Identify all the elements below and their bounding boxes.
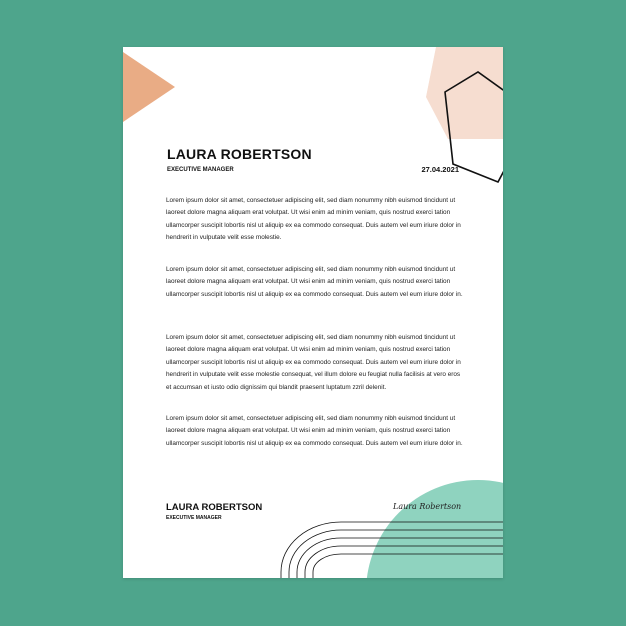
body-paragraph: Lorem ipsum dolor sit amet, consectetuer adipiscing elit, sed diam nonummy nibh euismod tincidunt ut laoreet dolore magna aliquam erat volutpat. Ut wisi enim ad minim veniam, quis nostrud exerci tation ullamcorper suscipit lobortis nisl ut aliquip ex ea commodo consequat. Duis autem vel eum iriure dolor in hendrerit in vulputate velit esse molestie consequat, vel illum dolore eu feugiat nulla facilisis at vero eros et accumsan et iusto odio dignissim qui blandit praesent luptatum zzril delenit. (166, 334, 461, 391)
peach-hexagon-shape (426, 47, 503, 139)
body-paragraph: Lorem ipsum dolor sit amet, consectetuer adipiscing elit, sed diam nonummy nibh euismod tincidunt ut laoreet dolore magna aliquam erat volutpat. Ut wisi enim ad minim veniam, quis nostrud exerci tation ullamcorper suscipit lobortis nisl ut aliquip ex ea commodo consequat. Duis autem vel eum iriure dolor in. (166, 415, 463, 447)
letter-date: 27.04.2021 (421, 165, 459, 174)
footer-role: EXECUTIVE MANAGER (166, 515, 222, 521)
signature: Laura Robertson (393, 502, 462, 511)
mint-circle-shape (366, 480, 503, 578)
letterhead-page (123, 47, 503, 578)
decorative-shapes (123, 47, 503, 578)
sender-name: LAURA ROBERTSON (167, 146, 312, 162)
peach-triangle-shape (123, 52, 175, 122)
footer-name: LAURA ROBERTSON (166, 502, 263, 513)
sender-role: EXECUTIVE MANAGER (167, 167, 234, 173)
body-paragraph: Lorem ipsum dolor sit amet, consectetuer adipiscing elit, sed diam nonummy nibh euismod tincidunt ut laoreet dolore magna aliquam erat volutpat. Ut wisi enim ad minim veniam, quis nostrud exerci tation ullamcorper suscipit lobortis nisl ut aliquip ex ea commodo consequat. Duis autem vel eum iriure dolor in. (166, 266, 463, 298)
body-paragraph: Lorem ipsum dolor sit amet, consectetuer adipiscing elit, sed diam nonummy nibh euismod tincidunt ut laoreet dolore magna aliquam erat volutpat. Ut wisi enim ad minim veniam, quis nostrud exerci tation ullamcorper suscipit lobortis nisl ut aliquip ex ea commodo consequat. Duis autem vel eum iriure dolor in hendrerit in vulputate velit esse molestie. (166, 197, 461, 242)
